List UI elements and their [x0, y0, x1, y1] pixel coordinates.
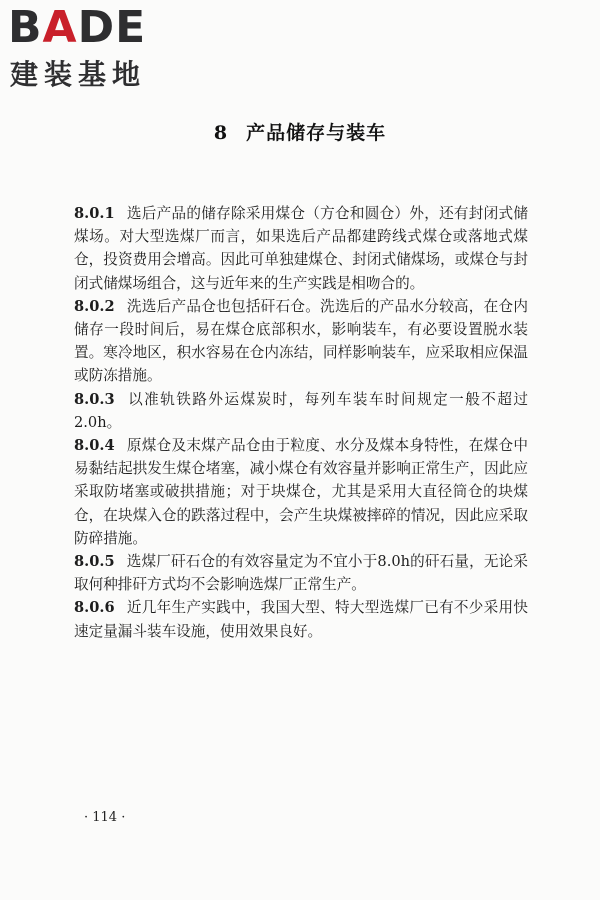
chapter-heading	[0, 118, 600, 145]
clause-text: 选后产品的储存除采用煤仓（方仓和圆仓）外，还有封闭式储煤场。对大型选煤厂而言，如果选后产品都建跨线式煤仓或落地式煤仓，投资费用会增高。因此可单独建煤仓、封闭式储煤场，或煤仓与封闭式储煤场组合，这与近年来的生产实践是相吻合的。	[74, 205, 528, 292]
clause-number: 8.0.1	[74, 205, 115, 222]
clause-number: 8.0.6	[74, 599, 115, 617]
logo-wordmark	[8, 2, 147, 53]
clause-text: 原煤仓及末煤产品仓由于粒度、水分及煤本身特性，在煤仓中易黏结起拱发生煤仓堵塞，减小煤仓有效容量并影响正常生产，因此应采取防堵塞或破拱措施；对于块煤仓，尤其是采用大直径筒仓的块煤仓，在块煤入仓的跌落过程中，会产生块煤被摔碎的情况，因此应采取防碎措施。	[74, 437, 528, 547]
clause-text: 洗选后产品仓也包括矸石仓。洗选后的产品水分较高，在仓内储存一段时间后，易在煤仓底部积水，影响装车，有必要设置脱水装置。寒冷地区，积水容易在仓内冻结，同样影响装车，应采取相应保温或防冻措施。	[74, 297, 528, 385]
clause-paragraph	[74, 434, 528, 550]
clause-paragraph	[74, 550, 528, 596]
chapter-number: 8	[213, 122, 229, 144]
clause-number: 8.0.3	[74, 390, 115, 408]
clause-paragraph	[74, 202, 528, 295]
chapter-title-text: 产品储存与装车	[246, 122, 387, 144]
logo-letter-b: B	[8, 2, 43, 53]
clause-number: 8.0.4	[74, 437, 115, 455]
clause-number: 8.0.5	[74, 553, 115, 571]
logo-letter-a: A	[42, 2, 78, 53]
clause-number: 8.0.2	[74, 297, 115, 315]
clause-list	[74, 202, 528, 643]
logo-chinese-text: 建装基地	[10, 58, 147, 91]
clause-text: 选煤厂矸石仓的有效容量定为不宜小于8.0h的矸石量，无论采取何种排矸方式均不会影响选煤厂正常生产。	[74, 553, 528, 594]
clause-paragraph	[74, 388, 528, 434]
clause-paragraph	[74, 295, 528, 388]
logo-letters-de: DE	[77, 2, 147, 53]
publisher-logo	[8, 2, 188, 92]
clause-text: 近几年生产实践中，我国大型、特大型选煤厂已有不少采用快速定量漏斗装车设施，使用效果良好。	[74, 599, 528, 640]
clause-paragraph	[74, 596, 528, 642]
page-number: · 114 ·	[84, 810, 126, 825]
clause-text: 以准轨铁路外运煤炭时，每列车装车时间规定一般不超过2.0h。	[74, 390, 528, 431]
